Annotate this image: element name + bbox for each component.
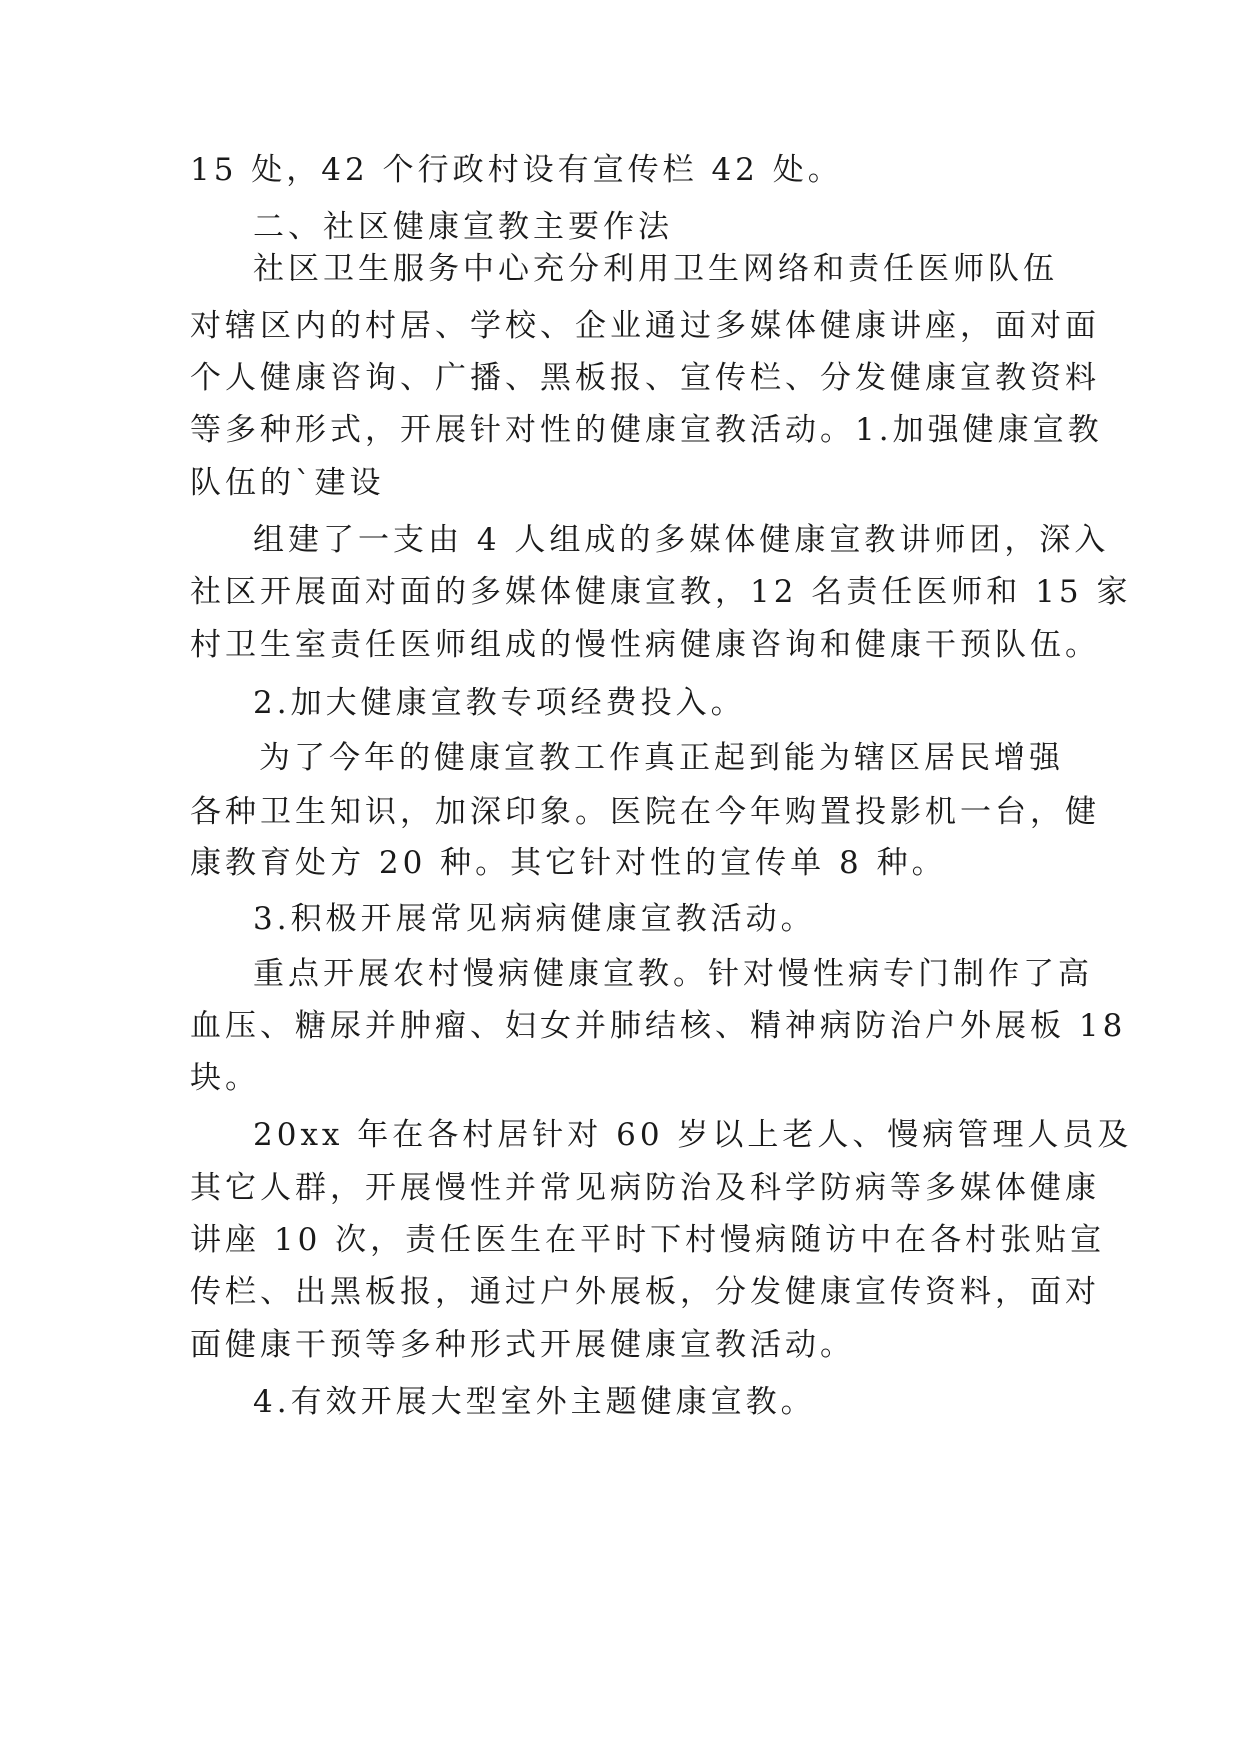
paragraph-line: 对辖区内的村居、学校、企业通过多媒体健康讲座，面对面 <box>190 308 1100 344</box>
section-heading: 二、社区健康宣教主要作法 <box>253 209 673 245</box>
paragraph-line: 传栏、出黑板报，通过户外展板，分发健康宣传资料，面对 <box>190 1274 1100 1310</box>
paragraph-line: 重点开展农村慢病健康宣教。针对慢性病专门制作了高 <box>253 956 1093 992</box>
paragraph-line: 社区开展面对面的多媒体健康宣教，12 名责任医师和 15 家 <box>190 574 1132 610</box>
paragraph-line: 各种卫生知识，加深印象。医院在今年购置投影机一台，健 <box>190 794 1100 830</box>
paragraph-line: 村卫生室责任医师组成的慢性病健康咨询和健康干预队伍。 <box>190 627 1100 663</box>
paragraph-line: 康教育处方 20 种。其它针对性的宣传单 8 种。 <box>190 845 947 881</box>
list-item-heading: 4.有效开展大型室外主题健康宣教。 <box>253 1384 816 1420</box>
paragraph-line: 个人健康咨询、广播、黑板报、宣传栏、分发健康宣教资料 <box>190 360 1100 396</box>
paragraph-line: 队伍的`建设 <box>190 465 385 501</box>
list-item-heading: 3.积极开展常见病病健康宣教活动。 <box>253 901 816 937</box>
paragraph-line: 15 处，42 个行政村设有宣传栏 42 处。 <box>190 152 843 188</box>
paragraph-line: 块。 <box>190 1060 260 1096</box>
paragraph-line: 20xx 年在各村居针对 60 岁以上老人、慢病管理人员及 <box>253 1117 1133 1153</box>
list-item-heading: 2.加大健康宣教专项经费投入。 <box>253 685 746 721</box>
paragraph-line: 为了今年的健康宣教工作真正起到能为辖区居民增强 <box>259 740 1064 776</box>
paragraph-line: 组建了一支由 4 人组成的多媒体健康宣教讲师团，深入 <box>253 522 1110 558</box>
paragraph-line: 讲座 10 次，责任医生在平时下村慢病随访中在各村张贴宣 <box>190 1222 1106 1258</box>
paragraph-line: 等多种形式，开展针对性的健康宣教活动。1.加强健康宣教 <box>190 412 1103 448</box>
paragraph-line: 面健康干预等多种形式开展健康宣教活动。 <box>190 1327 855 1363</box>
paragraph-line: 血压、糖尿并肿瘤、妇女并肺结核、精神病防治户外展板 18 <box>190 1008 1127 1044</box>
paragraph-line: 其它人群，开展慢性并常见病防治及科学防病等多媒体健康 <box>190 1170 1100 1206</box>
paragraph-line: 社区卫生服务中心充分利用卫生网络和责任医师队伍 <box>253 251 1058 287</box>
